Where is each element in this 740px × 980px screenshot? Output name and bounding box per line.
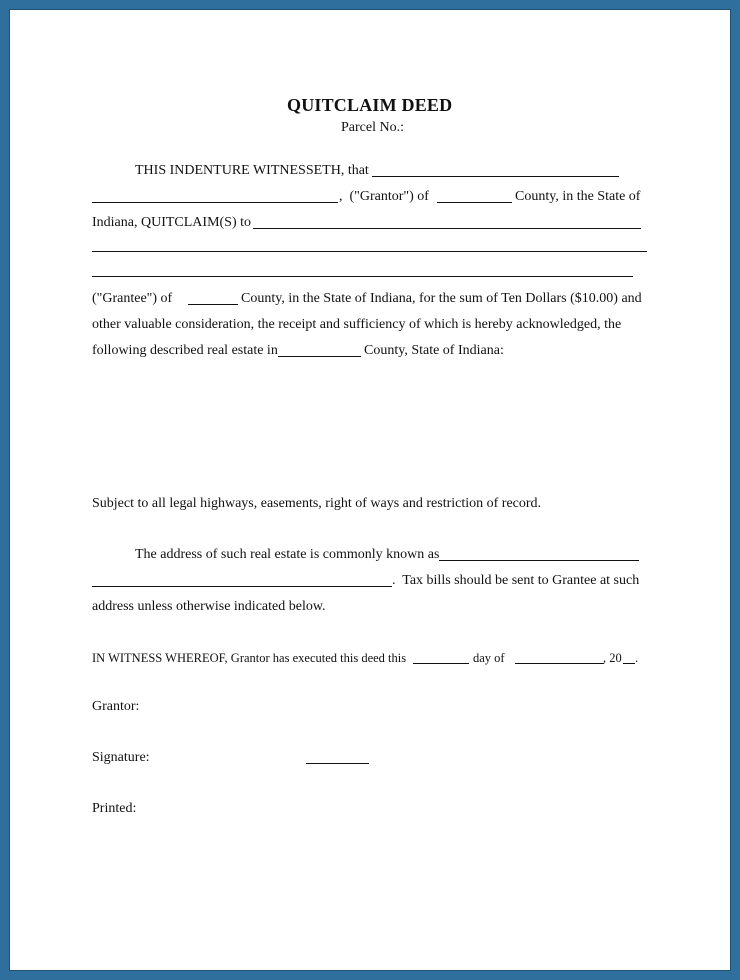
grantor-name-blank-2[interactable] — [92, 202, 338, 203]
grantee-county-text: County, in the State of Indiana, for the sum of Ten Dollars ($10.00) and — [241, 291, 642, 306]
address-blank[interactable] — [439, 560, 639, 561]
document-title: QUITCLAIM DEED — [287, 95, 453, 115]
address-blank-2[interactable] — [92, 586, 392, 587]
address-text: The address of such real estate is commonly known as — [135, 547, 440, 562]
grantee-name-blank-3[interactable] — [92, 276, 633, 277]
subject-to-text: Subject to all legal highways, easements, right of ways and restriction of record. — [92, 496, 542, 511]
witness-day-blank[interactable] — [413, 663, 469, 664]
grantee-name-blank-2[interactable] — [92, 251, 647, 252]
witness-day-text: day of — [473, 651, 505, 665]
consideration-text: other valuable consideration, the receipt and sufficiency of which is hereby acknowledged, the — [92, 317, 622, 332]
witness-text: IN WITNESS WHEREOF, Grantor has executed this deed this — [92, 651, 407, 665]
signature-label: Signature: — [92, 750, 150, 765]
grantor-name-blank[interactable] — [372, 176, 619, 177]
described-text: following described real estate in — [92, 343, 278, 358]
document-page — [9, 9, 731, 971]
grantee-county-blank[interactable] — [188, 304, 238, 305]
grantee-label: ("Grantee") of — [92, 291, 173, 306]
grantor-label: , ("Grantor") of — [339, 189, 429, 204]
grantee-name-blank[interactable] — [253, 228, 641, 229]
grantor-county-blank[interactable] — [437, 202, 512, 203]
described-county-blank[interactable] — [278, 356, 361, 357]
witness-year-blank[interactable] — [623, 663, 635, 664]
signature-blank[interactable] — [306, 763, 369, 764]
quitclaim-text: Indiana, QUITCLAIM(S) to — [92, 215, 252, 230]
witness-year-text: , 20 — [603, 651, 622, 665]
parcel-label: Parcel No.: — [341, 120, 404, 135]
witness-month-blank[interactable] — [515, 663, 604, 664]
described-suffix: County, State of Indiana: — [364, 343, 504, 358]
address-unless-text: address unless otherwise indicated below. — [92, 599, 326, 614]
indenture-text: THIS INDENTURE WITNESSETH, that — [135, 163, 369, 178]
grantor-county-text: County, in the State of — [515, 189, 641, 204]
grantor-signature-label: Grantor: — [92, 699, 140, 714]
witness-end: . — [635, 651, 639, 665]
tax-bills-text: . Tax bills should be sent to Grantee at such — [392, 573, 640, 588]
printed-label: Printed: — [92, 801, 137, 816]
